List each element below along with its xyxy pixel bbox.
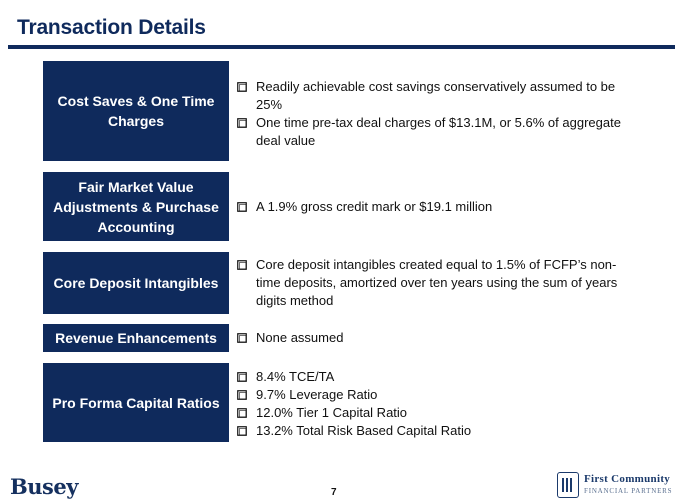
page-number: 7 (331, 487, 337, 498)
page-title: Transaction Details (17, 16, 206, 39)
bullets-core-deposit (237, 256, 637, 310)
label-fair-market-value-text: Fair Market Value Adjustments & Purchase Accounting (53, 178, 219, 235)
bullet-item: 9.7% Leverage Ratio (237, 386, 637, 404)
label-core-deposit-text: Core Deposit Intangibles (53, 275, 219, 291)
bank-column-icon (557, 472, 579, 498)
bullet-item: 8.4% TCE/TA (237, 368, 637, 386)
bullet-item: None assumed (237, 329, 637, 347)
bullets-cost-saves (237, 78, 637, 150)
checkbox-bullet-icon (237, 390, 247, 400)
label-core-deposit (43, 252, 229, 314)
first-community-name: First Community (584, 473, 671, 485)
label-revenue-enhancements-text: Revenue Enhancements (55, 330, 217, 346)
bullet-item: Core deposit intangibles created equal to 1.5% of FCFP’s non-time deposits, amortized over ten years using the sum of years digits method (237, 256, 637, 310)
title-divider (8, 45, 675, 49)
bullet-item: One time pre-tax deal charges of $13.1M, or 5.6% of aggregate deal value (237, 114, 637, 150)
checkbox-bullet-icon (237, 408, 247, 418)
checkbox-bullet-icon (237, 426, 247, 436)
checkbox-bullet-icon (237, 260, 247, 270)
bullets-revenue-enhancements (237, 329, 637, 347)
checkbox-bullet-icon (237, 333, 247, 343)
label-cost-saves (43, 61, 229, 161)
first-community-sub: FINANCIAL PARTNERS (584, 487, 673, 495)
bullets-pro-forma-capital (237, 368, 637, 440)
bullet-item: 12.0% Tier 1 Capital Ratio (237, 404, 637, 422)
first-community-logo (557, 472, 671, 498)
bullet-item: Readily achievable cost savings conservatively assumed to be 25% (237, 78, 637, 114)
label-pro-forma-capital (43, 363, 229, 442)
label-revenue-enhancements (43, 324, 229, 352)
checkbox-bullet-icon (237, 118, 247, 128)
label-pro-forma-capital-text: Pro Forma Capital Ratios (52, 394, 220, 411)
bullet-item: A 1.9% gross credit mark or $19.1 million (237, 198, 637, 216)
bullet-item: 13.2% Total Risk Based Capital Ratio (237, 422, 637, 440)
bullets-fair-market-value (237, 198, 637, 216)
checkbox-bullet-icon (237, 202, 247, 212)
busey-logo: Busey (10, 474, 78, 499)
label-fair-market-value (43, 172, 229, 241)
checkbox-bullet-icon (237, 372, 247, 382)
checkbox-bullet-icon (237, 82, 247, 92)
label-cost-saves-text: Cost Saves & One Time Charges (57, 93, 215, 129)
